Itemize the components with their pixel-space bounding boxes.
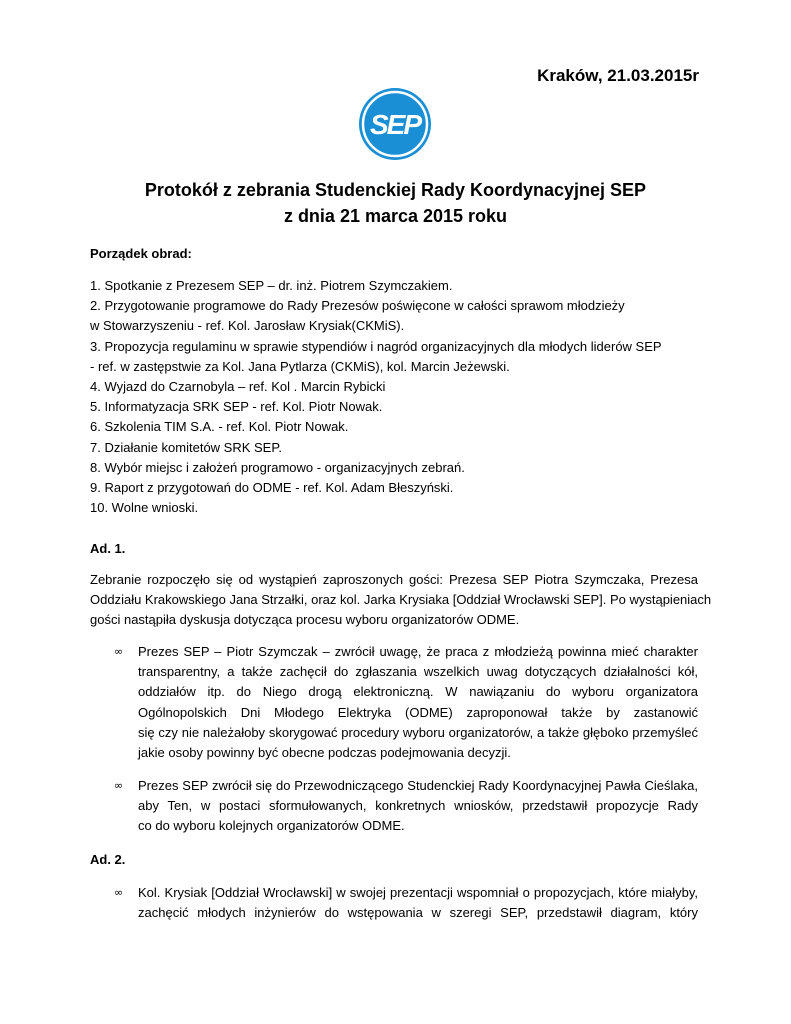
bullet-line: oddziałów itp. do Niego drogą elektroniczną. W nawiązaniu do wyboru organizatora bbox=[138, 684, 698, 700]
agenda-item: 7. Działanie komitetów SRK SEP. bbox=[90, 439, 282, 455]
agenda-item: 5. Informatyzacja SRK SEP - ref. Kol. Piotr Nowak. bbox=[90, 399, 383, 415]
paragraph-line: Oddziału Krakowskiego Jana Strzałki, oraz kol. Jarka Krysiaka [Oddział Wrocławski SEP]. Po wystąpieniach bbox=[90, 592, 712, 608]
bullet-line: Kol. Krysiak [Oddział Wrocławski] w swojej prezentacji wspomniał o propozycjach, które miałyby, bbox=[138, 885, 698, 900]
document-title-line-2: z dnia 21 marca 2015 roku bbox=[283, 206, 508, 226]
bullet-line: aby Ten, w postaci sformułowanych, konkretnych wniosków, przedstawił propozycje Rady bbox=[138, 798, 698, 814]
bullet-line: zachęcić młodych inżynierów do wstępowania w szeregi SEP, przedstawił diagram, który bbox=[138, 905, 698, 921]
bullet-line: Ogólnopolskich Dni Młodego Elektryka (ODME) zaproponował także by zastanowić bbox=[138, 704, 698, 720]
infinity-bullet-icon: ∞ bbox=[114, 645, 124, 658]
paragraph-line: Zebranie rozpoczęło się od wystąpień zaproszonych gości: Prezesa SEP Piotra Szymczaka, Prezesa bbox=[90, 572, 698, 587]
agenda-heading: Porządek obrad: bbox=[90, 246, 192, 261]
ad1-heading: Ad. 1. bbox=[90, 541, 126, 556]
agenda-item: w Stowarzyszeniu - ref. Kol. Jarosław Krysiak(CKMiS). bbox=[90, 318, 405, 334]
agenda-item: 3. Propozycja regulaminu w sprawie stypendiów i nagród organizacyjnych dla młodych liderów SEP bbox=[90, 338, 662, 354]
bullet-line: jakie osoby powinny być obecne podczas podejmowania decyzji. bbox=[138, 745, 511, 761]
agenda-list bbox=[90, 276, 662, 518]
document-title-line-1: Protokół z zebrania Studenckiej Rady Koordynacyjnej SEP bbox=[144, 180, 647, 200]
agenda-item: 1. Spotkanie z Prezesem SEP – dr. inż. Piotrem Szymczakiem. bbox=[90, 278, 453, 293]
infinity-bullet-icon: ∞ bbox=[114, 779, 124, 792]
ad1-intro-paragraph bbox=[90, 570, 712, 631]
sep-logo-text: SEP bbox=[369, 109, 421, 140]
bullet-line: co do wyboru kolejnych organizatorów ODME. bbox=[138, 818, 405, 834]
agenda-item: - ref. w zastępstwie za Kol. Jana Pytlarza (CKMiS), kol. Marcin Jeżewski. bbox=[90, 358, 510, 374]
sep-logo bbox=[357, 86, 433, 162]
ad2-heading: Ad. 2. bbox=[90, 852, 126, 867]
agenda-item: 10. Wolne wnioski. bbox=[90, 500, 199, 516]
bullet-line: Prezes SEP zwrócił się do Przewodniczącego Studenckiej Rady Koordynacyjnej Pawła Cieślaka, bbox=[138, 778, 698, 793]
bullet-line: Prezes SEP – Piotr Szymczak – zwrócił uwagę, że praca z młodzieżą powinna mieć charakter bbox=[138, 644, 698, 659]
place-date: Kraków, 21.03.2015r bbox=[537, 66, 699, 85]
agenda-item: 9. Raport z przygotowań do ODME - ref. Kol. Adam Błeszyński. bbox=[90, 480, 454, 496]
paragraph-line: gości nastąpiła dyskusja dotycząca procesu wyboru organizatorów ODME. bbox=[90, 612, 520, 628]
agenda-item: 2. Przygotowanie programowe do Rady Prezesów poświęcone w całości sprawom młodzieży bbox=[90, 298, 625, 314]
bullet-line: się czy nie należałoby skorygować procedury wyboru organizatorów, a także głęboko przemyśleć bbox=[138, 724, 698, 740]
agenda-item: 8. Wybór miejsc i założeń programowo - organizacyjnych zebrań. bbox=[90, 459, 465, 475]
bullet-line: transparentny, a także zachęcił do zgłaszania wszelkich uwag dotyczących działalności kół, bbox=[138, 664, 698, 680]
infinity-bullet-icon: ∞ bbox=[114, 886, 124, 899]
agenda-item: 6. Szkolenia TIM S.A. - ref. Kol. Piotr Nowak. bbox=[90, 419, 349, 435]
agenda-item: 4. Wyjazd do Czarnobyla – ref. Kol . Marcin Rybicki bbox=[90, 379, 386, 395]
